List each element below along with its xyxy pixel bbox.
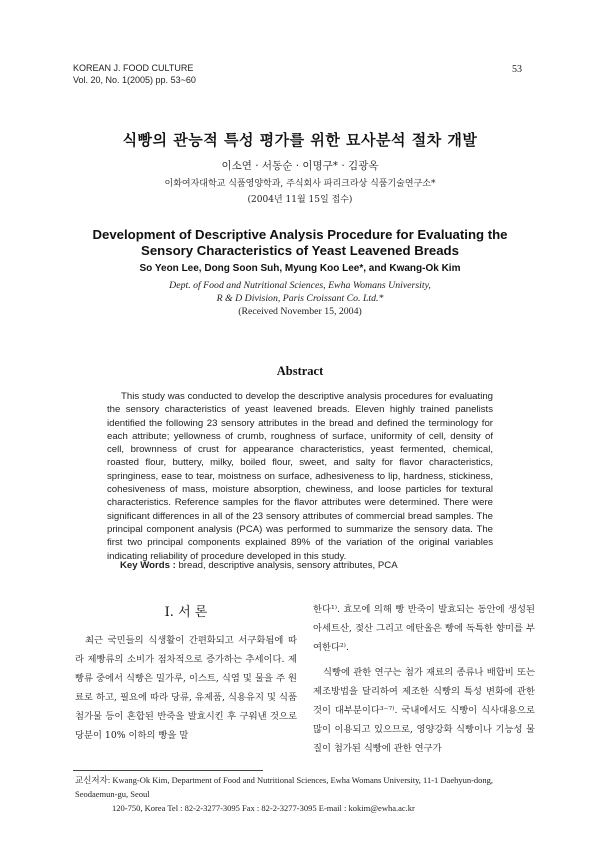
introduction-right-paragraph-1: 한다¹⁾. 효모에 의해 빵 반죽이 발효되는 동안에 생성된 아세트산, 젖산 그리고 에탄올은 빵에 독특한 향미를 부여한다²⁾. — [313, 604, 535, 653]
journal-issue: Vol. 20, No. 1(2005) pp. 53~60 — [73, 75, 196, 85]
english-title — [60, 227, 540, 259]
journal-name: KOREAN J. FOOD CULTURE — [73, 63, 194, 73]
journal-header — [73, 62, 196, 86]
abstract-heading: Abstract — [276, 364, 324, 378]
korean-title: 식빵의 관능적 특성 평가를 위한 묘사분석 절차 개발 — [122, 131, 478, 149]
korean-received-date: (2004년 11월 15일 접수) — [247, 195, 353, 205]
english-received-date: (Received November 15, 2004) — [238, 306, 362, 317]
korean-authors: 이소연 · 서동순 · 이명구* · 김광옥 — [221, 160, 379, 172]
english-title-line-2: Sensory Characteristics of Yeast Leavened Breads — [141, 243, 459, 258]
abstract-text: This study was conducted to develop the descriptive analysis procedures for evaluating the sensory characteristics of yeast leavened breads. Eleven highly trained panelists identified the following 23 sensory attributes in the bread and defined the terminology for each attribute; yellowness of crumb, roughness of surface, uniformity of cell, density of cell, brownness of crust for appearance characteristics, yeast fermented, chemical, roasted flour, buttery, milky, boiled flour, sweet, and salty for flavor characteristics, springiness, ease to tear, moistness on surface, adhesiveness to lip, hardness, stickiness, cohesiveness of mass, moisture absorption, chewiness, and loose particles for textural characteristics. Reference samples for the flavor attributes were determined. There were significant differences in all of the 23 sensory attributes of commercial bread samples. The principal component analysis (PCA) was performed to summarize the sensory data. The first two principal components explained 89% of the variation of the original variables indicating reliability of procedure developed in this study. — [107, 391, 493, 562]
keywords-list: bread, descriptive analysis, sensory attributes, PCA — [175, 560, 398, 571]
english-affiliation — [0, 279, 600, 305]
english-affiliation-line-2: R & D Division, Paris Croissant Co. Ltd.* — [216, 293, 384, 304]
footnote-divider — [73, 770, 263, 771]
section-heading-introduction: I. 서 론 — [164, 605, 208, 620]
english-affiliation-line-1: Dept. of Food and Nutritional Sciences, Ewha Womans University, — [169, 280, 431, 291]
footnote-line-2: 120-750, Korea Tel : 82-2-3277-3095 Fax : 82-2-3277-3095 E-mail : kokim@ewha.ac.kr — [112, 803, 415, 813]
keywords-label: Key Words : — [120, 560, 176, 571]
introduction-right-paragraph-2: 식빵에 관한 연구는 첨가 재료의 종류나 배합비 또는 제조방법을 달리하여 제조한 식빵의 특성 변화에 관한 것이 대부분이다³⁻⁷⁾. 국내에서도 식빵이 식사대용으로 많이 이용되고 있으므로, 영양강화 식빵이나 기능성 물질이 첨가된 식빵에 관한 연구가 — [313, 667, 535, 754]
corresponding-author-footnote — [75, 773, 537, 815]
english-authors: So Yeon Lee, Dong Soon Suh, Myung Koo Lee*, and Kwang-Ok Kim — [139, 263, 461, 274]
keywords — [120, 560, 398, 571]
english-title-line-1: Development of Descriptive Analysis Procedure for Evaluating the — [92, 227, 508, 242]
footnote-line-1: 교신저자: Kwang-Ok Kim, Department of Food and Nutritional Sciences, Ewha Womans University, 11-1 Daehyun-dong, Seodaemun-gu, Seoul — [75, 775, 494, 799]
korean-affiliation: 이화여자대학교 식품영양학과, 주식회사 파리크라상 식품기술연구소* — [164, 179, 436, 189]
page-number: 53 — [512, 64, 522, 75]
introduction-left-column: 최근 국민들의 식생활이 간편화되고 서구화됨에 따라 제빵류의 소비가 점차적으로 증가하는 추세이다. 제빵류 중에서 식빵은 밀가루, 이스트, 식염 및 물을 주 원료로 하고, 필요에 따라 당류, 유제품, 식용유지 및 식품 첨가물 등이 혼합된 반죽을 발효시킨 후 구워낸 것으로 당분이 10% 이하의 빵을 말 — [75, 635, 297, 741]
